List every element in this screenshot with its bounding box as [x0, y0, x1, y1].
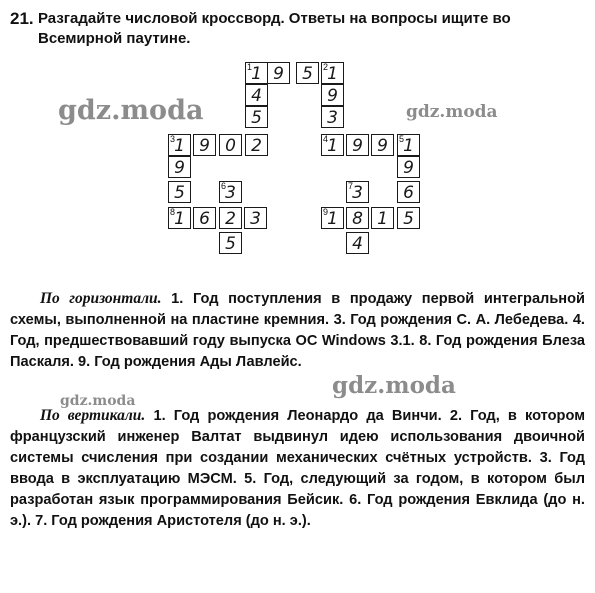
crossword-cell: [397, 207, 420, 229]
horizontal-text: 1. Год поступления в продажу первой интегральной схемы, выполненной на пластине кремния. 3. Год рождения С. А. Лебедева. 4. Год, предшествовавший году выпуска ОС Windows 3.1. 8. Год рождения Блеза Паскаля. 9. Год рождения Ады Лавлейс.: [10, 291, 585, 370]
watermark: gdz.moda: [332, 372, 456, 399]
cell-digit: 1: [174, 136, 185, 156]
crossword-cell: [321, 106, 344, 128]
crossword-cell: [346, 134, 369, 156]
cell-digit: 4: [352, 234, 363, 254]
crossword-cell: [219, 181, 242, 203]
horizontal-heading: По горизонтали.: [40, 290, 162, 307]
cell-digit: 1: [327, 209, 338, 229]
cell-digit: 9: [403, 158, 414, 178]
crossword-cell: [168, 134, 191, 156]
cell-digit: 2: [251, 136, 262, 156]
clue-number: 6: [221, 181, 227, 191]
cell-digit: 3: [225, 183, 236, 203]
cell-digit: 4: [251, 86, 262, 106]
watermark: gdz.moda: [406, 102, 498, 122]
crossword-cell: [371, 134, 394, 156]
cell-digit: 3: [352, 183, 363, 203]
crossword-cell: [321, 84, 344, 106]
task-instruction: Разгадайте числовой кроссворд. Ответы на вопросы ищите во Всемирной паутине.: [38, 10, 511, 47]
cell-digit: 1: [251, 64, 262, 84]
cell-digit: 3: [250, 209, 261, 229]
cell-digit: 9: [327, 86, 338, 106]
crossword-cell: [397, 134, 420, 156]
cell-digit: 8: [352, 209, 363, 229]
cell-digit: 1: [377, 209, 388, 229]
clue-number: 4: [323, 134, 329, 144]
crossword-cell: [346, 181, 369, 203]
crossword-cell: [219, 134, 242, 156]
crossword-cell: [193, 134, 216, 156]
cell-digit: 1: [174, 209, 185, 229]
cell-digit: 9: [352, 136, 363, 156]
cell-digit: 1: [327, 64, 338, 84]
crossword-cell: [193, 207, 216, 229]
crossword-cell: [397, 156, 420, 178]
cell-digit: 5: [403, 209, 414, 229]
clue-number: 1: [247, 62, 253, 72]
crossword-cell: [321, 62, 344, 84]
clue-number: 8: [170, 207, 176, 217]
cell-digit: 9: [273, 64, 284, 84]
crossword-cell: [168, 181, 191, 203]
crossword-cell: [321, 207, 344, 229]
crossword-cell: [296, 62, 319, 84]
crossword-cell: [371, 207, 394, 229]
clue-number: 5: [399, 134, 405, 144]
crossword-cell: [245, 62, 268, 84]
clue-number: 9: [323, 207, 329, 217]
task-number: 21.: [10, 9, 34, 28]
cell-digit: 0: [225, 136, 236, 156]
cell-digit: 6: [199, 209, 210, 229]
cell-digit: 6: [403, 183, 414, 203]
crossword-cell: [219, 207, 242, 229]
vertical-text: 1. Год рождения Леонардо да Винчи. 2. Год, в котором французский инженер Валтат выдвинул идею использования двоичной системы счисления при создании механических счётных устройств. 3. Год ввода в эксплуатацию МЭСМ. 5. Год, следующий за годом, в котором был разработан язык программирования Бейсик. 6. Год рождения Евклида (до н. э.). 7. Год рождения Аристотеля (до н. э.).: [10, 408, 585, 529]
crossword-cell: [219, 232, 242, 254]
vertical-heading: По вертикали.: [40, 407, 146, 424]
crossword-cell: [245, 134, 268, 156]
cell-digit: 9: [174, 158, 185, 178]
crossword-cell: [244, 207, 267, 229]
cell-digit: 5: [251, 108, 262, 128]
cell-digit: 9: [377, 136, 388, 156]
number-crossword: [0, 0, 595, 290]
crossword-cell: [397, 181, 420, 203]
cell-digit: 5: [174, 183, 185, 203]
watermark: gdz.moda: [58, 95, 204, 126]
watermark: gdz.moda: [60, 393, 136, 409]
cell-digit: 5: [225, 234, 236, 254]
horizontal-clues: [10, 288, 585, 373]
cell-digit: 3: [327, 108, 338, 128]
clue-number: 3: [170, 134, 176, 144]
crossword-cell: [168, 156, 191, 178]
cell-digit: 9: [199, 136, 210, 156]
crossword-cell: [346, 207, 369, 229]
crossword-cell: [168, 207, 191, 229]
crossword-cell: [245, 84, 268, 106]
cell-digit: 1: [327, 136, 338, 156]
vertical-clues: [10, 405, 585, 532]
cell-digit: 2: [225, 209, 236, 229]
crossword-cell: [267, 62, 290, 84]
crossword-cell: [346, 232, 369, 254]
cell-digit: 1: [403, 136, 414, 156]
clue-number: 7: [348, 181, 354, 191]
clue-number: 2: [323, 62, 329, 72]
crossword-cell: [245, 106, 268, 128]
cell-digit: 5: [302, 64, 313, 84]
crossword-cell: [321, 134, 344, 156]
